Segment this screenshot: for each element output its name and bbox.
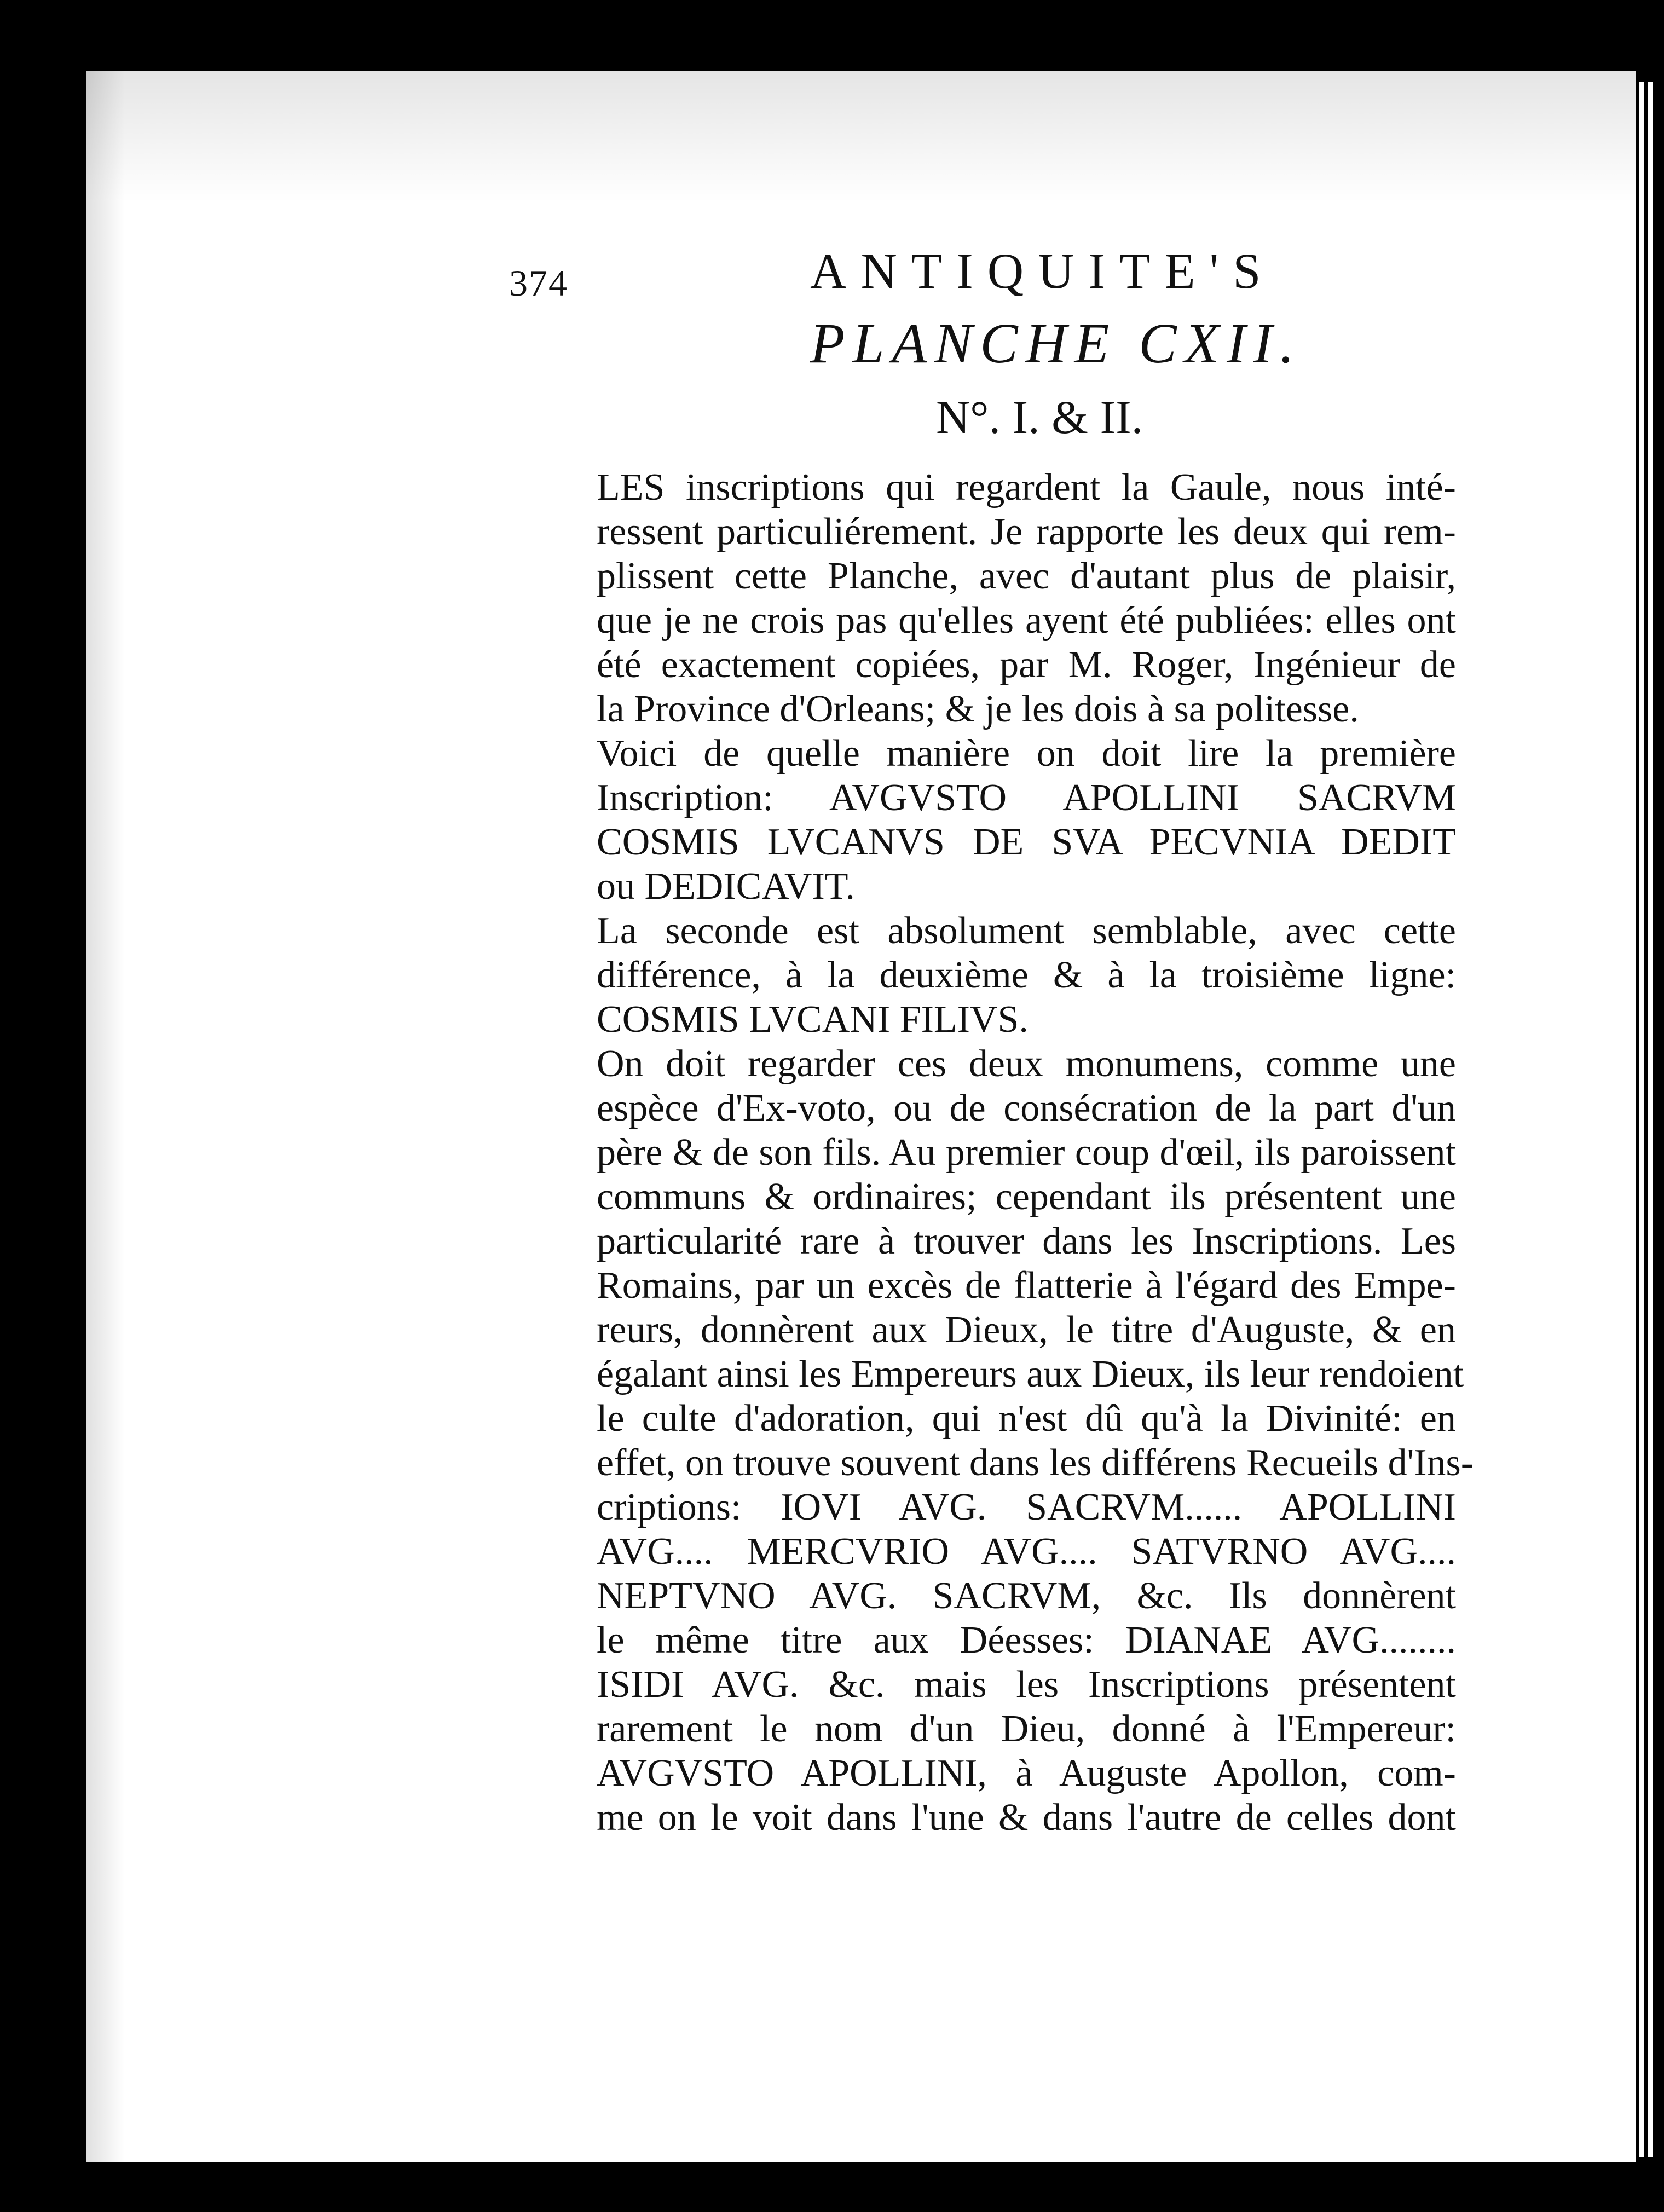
binding-line	[1644, 82, 1648, 2157]
text-line: le culte d'adoration, qui n'est dû qu'à la Divinité: en	[597, 1397, 1456, 1440]
text-line: AVGVSTO APOLLINI, à Auguste Apollon, com-	[597, 1752, 1456, 1794]
text-line: particularité rare à trouver dans les Inscriptions. Les	[597, 1220, 1456, 1262]
text-line: égalant ainsi les Empereurs aux Dieux, ils leur rendoient	[597, 1353, 1464, 1395]
plate-title: PLANCHE CXII.	[810, 312, 1302, 375]
text-line: Inscription: AVGVSTO APOLLINI SACRVM	[597, 777, 1456, 819]
text-line: rarement le nom d'un Dieu, donné à l'Empereur:	[597, 1708, 1456, 1750]
text-line: ou DEDICAVIT.	[597, 865, 855, 908]
text-line: Romains, par un excès de flatterie à l'égard des Empe-	[597, 1264, 1456, 1307]
text-line: plissent cette Planche, avec d'autant plus de plaisir,	[597, 555, 1456, 597]
scan-noise-left	[86, 71, 125, 2162]
text-line: COSMIS LVCANI FILIVS.	[597, 998, 1029, 1041]
text-line: effet, on trouve souvent dans les différens Recueils d'Ins-	[597, 1442, 1474, 1484]
text-line: me on le voit dans l'une & dans l'autre de celles dont	[597, 1797, 1456, 1839]
text-line: ressent particuliérement. Je rapporte les deux qui rem-	[597, 511, 1456, 553]
running-title: ANTIQUITE'S	[810, 243, 1275, 299]
plate-numbers: N°. I. & II.	[936, 391, 1143, 443]
text-line: AVG.... MERCVRIO AVG.... SATVRNO AVG....	[597, 1531, 1456, 1573]
text-line: reurs, donnèrent aux Dieux, le titre d'Auguste, & en	[597, 1309, 1456, 1351]
body-text	[597, 465, 1474, 1840]
text-line: criptions: IOVI AVG. SACRVM...... APOLLINI	[597, 1486, 1456, 1528]
text-line: LES inscriptions qui regardent la Gaule, nous inté-	[597, 466, 1456, 509]
text-line: père & de son fils. Au premier coup d'œil, ils paroissent	[597, 1131, 1456, 1174]
text-line: la Province d'Orleans; & je les dois à sa politesse.	[597, 688, 1359, 730]
text-line: le même titre aux Déesses: DIANAE AVG........	[597, 1619, 1456, 1661]
page-number: 374	[509, 262, 568, 304]
text-line: été exactement copiées, par M. Roger, Ingénieur de	[597, 644, 1456, 686]
text-line: COSMIS LVCANVS DE SVA PECVNIA DEDIT	[597, 821, 1456, 863]
text-line: La seconde est absolument semblable, avec cette	[597, 910, 1456, 952]
text-line: différence, à la deuxième & à la troisième ligne:	[597, 954, 1456, 996]
text-line: espèce d'Ex-voto, ou de consécration de la part d'un	[597, 1087, 1456, 1129]
scan-noise-top	[86, 71, 1636, 203]
text-line: Voici de quelle manière on doit lire la première	[597, 732, 1456, 775]
text-line: On doit regarder ces deux monumens, comme une	[597, 1043, 1456, 1085]
text-line: que je ne crois pas qu'elles ayent été publiées: elles ont	[597, 599, 1456, 642]
text-line: communs & ordinaires; cependant ils présentent une	[597, 1176, 1456, 1218]
text-line: ISIDI AVG. &c. mais les Inscriptions présentent	[597, 1664, 1456, 1706]
text-line: NEPTVNO AVG. SACRVM, &c. Ils donnèrent	[597, 1575, 1456, 1617]
